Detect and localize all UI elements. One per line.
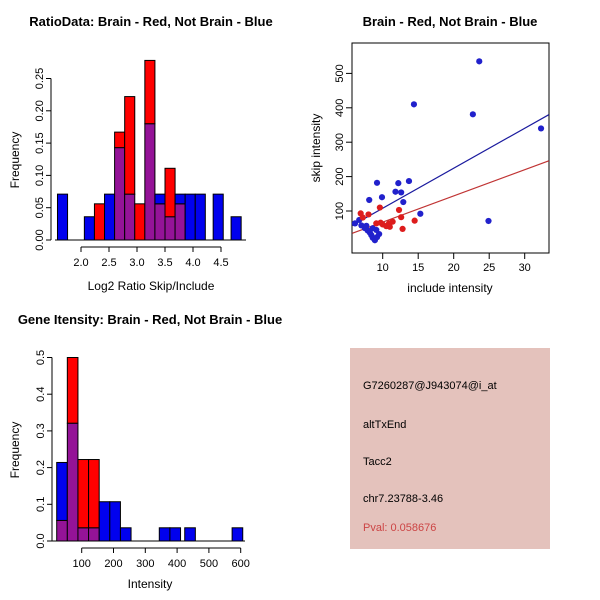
hist-bar-purple [145, 124, 155, 240]
scatter-point-blue [470, 111, 476, 117]
hist-bar-blue [110, 502, 121, 541]
x-tick-label: 3.5 [157, 257, 173, 269]
scatter-point-red [360, 214, 366, 220]
chart-title: RatioData: Brain - Red, Not Brain - Blue [29, 14, 273, 29]
scatter-point-blue [352, 220, 358, 226]
x-axis-label: Log2 Ratio Skip/Include [87, 279, 215, 293]
scatter-point-blue [538, 125, 544, 131]
location-text: chr7.23788-3.46 [363, 493, 444, 505]
hist-bar-red [67, 358, 78, 424]
x-tick-label: 300 [136, 558, 155, 570]
hist-bar-blue [57, 462, 68, 520]
y-tick-label: 0.2 [35, 459, 47, 476]
hist-bar-purple [115, 148, 125, 240]
x-tick-label: 600 [231, 558, 250, 570]
scatter-point-blue [395, 180, 401, 186]
x-tick-label: 2.0 [73, 257, 89, 269]
hist-bar-red [165, 168, 175, 216]
scatter-point-blue [400, 199, 406, 205]
hist-bar-blue [84, 217, 94, 240]
hist-bar-red [145, 60, 155, 123]
scatter-point-blue [374, 180, 380, 186]
hist-bar-blue [185, 528, 196, 541]
x-tick-label: 20 [447, 262, 460, 274]
scatter-point-red [396, 207, 402, 213]
y-tick-label: 0.05 [34, 196, 46, 219]
x-tick-label: 4.5 [213, 257, 229, 269]
scatter-point-red [377, 204, 383, 210]
hist-bar-red [135, 204, 145, 240]
hist-bar-blue [232, 528, 243, 541]
info-panel [350, 348, 550, 549]
y-tick-label: 200 [334, 167, 346, 186]
y-tick-label: 0.00 [34, 229, 46, 251]
y-tick-label: 0.5 [35, 349, 47, 366]
hist-bar-purple [78, 528, 89, 541]
hist-bar-blue [159, 528, 170, 541]
hist-bar-red [115, 132, 125, 148]
y-axis-label: skip intensity [309, 113, 323, 183]
hist-bar-blue [195, 194, 205, 240]
y-tick-label: 100 [334, 201, 346, 221]
intensity-scatter-panel [300, 0, 600, 300]
chart-title: Gene Itensity: Brain - Red, Not Brain - Blue [17, 312, 283, 327]
gene-name-text: Tacc2 [363, 456, 392, 468]
scatter-point-blue [406, 178, 412, 184]
scatter-point-blue [417, 211, 423, 217]
y-tick-label: 0.0 [35, 533, 47, 549]
hist-bar-red [125, 97, 135, 195]
scatter-point-blue [476, 58, 482, 64]
y-tick-label: 0.4 [35, 386, 47, 402]
x-tick-label: 100 [72, 558, 91, 570]
y-tick-label: 0.15 [34, 132, 46, 154]
gene-intensity-histogram-panel [0, 300, 300, 600]
x-tick-label: 25 [483, 262, 496, 274]
scatter-point-blue [485, 218, 491, 224]
x-axis-label: include intensity [407, 281, 493, 295]
hist-bar-blue [57, 194, 67, 240]
scatter-point-blue [379, 194, 385, 200]
event-type-text: altTxEnd [363, 419, 407, 431]
x-tick-label: 200 [104, 558, 123, 570]
hist-bar-purple [165, 217, 175, 240]
y-tick-label: 0.10 [34, 164, 46, 187]
hist-bar-blue [155, 194, 165, 204]
x-tick-label: 2.5 [101, 257, 117, 269]
x-tick-label: 30 [518, 262, 531, 274]
y-tick-label: 0.1 [35, 496, 47, 512]
y-axis-label: Frequency [8, 421, 22, 479]
hist-bar-red [78, 460, 89, 528]
probe-id-text: G7260287@J943074@i_at [363, 380, 497, 392]
x-tick-label: 500 [199, 558, 219, 570]
hist-bar-purple [67, 423, 78, 541]
hist-bar-purple [125, 194, 135, 240]
hist-bar-blue [185, 194, 195, 240]
scatter-point-blue [363, 223, 369, 229]
hist-bar-blue [231, 217, 241, 240]
hist-bar-blue [213, 194, 223, 240]
scatter-point-red [390, 219, 396, 225]
scatter-point-red [365, 211, 371, 217]
chart-title: Brain - Red, Not Brain - Blue [362, 14, 538, 29]
x-tick-label: 3.0 [129, 257, 145, 269]
hist-bar-purple [89, 528, 100, 541]
x-tick-label: 10 [376, 262, 389, 274]
hist-bar-red [89, 460, 100, 528]
y-tick-label: 0.25 [34, 67, 46, 90]
y-axis-label: Frequency [8, 131, 22, 189]
hist-bar-blue [170, 528, 181, 541]
hist-bar-blue [105, 194, 115, 240]
y-tick-label: 400 [334, 98, 346, 117]
scatter-point-blue [411, 101, 417, 107]
hist-bar-blue [175, 194, 185, 204]
x-tick-label: 4.0 [185, 257, 201, 269]
x-tick-label: 400 [167, 558, 187, 570]
x-tick-label: 15 [412, 262, 425, 274]
scatter-point-blue [392, 189, 398, 195]
ratio-histogram-panel [0, 0, 300, 300]
scatter-point-red [412, 218, 418, 224]
y-tick-label: 0.3 [35, 423, 47, 439]
y-tick-label: 300 [334, 133, 346, 152]
hist-bar-purple [57, 520, 68, 541]
hist-bar-purple [155, 204, 165, 240]
y-tick-label: 0.20 [34, 100, 46, 122]
scatter-point-blue [398, 189, 404, 195]
pval-text: Pval: 0.058676 [363, 522, 437, 534]
scatter-point-red [398, 214, 404, 220]
y-tick-label: 500 [334, 64, 346, 83]
hist-bar-blue [120, 528, 131, 541]
scatter-point-blue [366, 197, 372, 203]
x-axis-label: Intensity [127, 577, 173, 591]
hist-bar-blue [99, 502, 110, 541]
scatter-point-red [399, 226, 405, 232]
hist-bar-red [94, 204, 104, 240]
hist-bar-purple [175, 204, 185, 240]
